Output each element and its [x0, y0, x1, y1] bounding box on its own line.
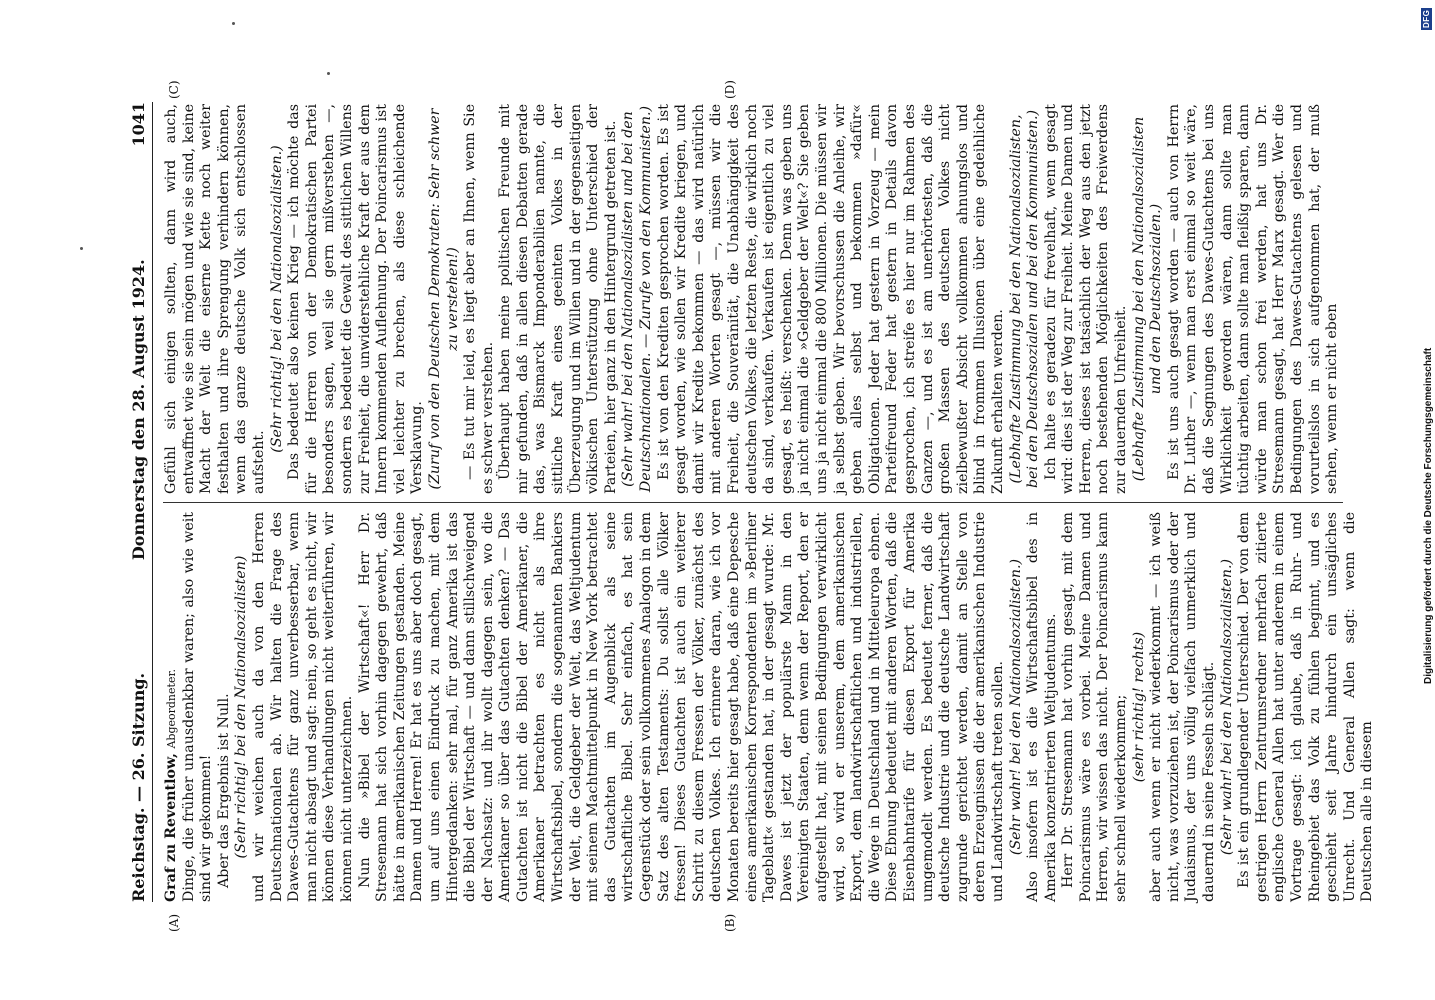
paragraph: Dinge, die früher unausdenkbar waren; also wie weit sind wir gekommen!	[180, 512, 215, 902]
scan-speck	[327, 72, 330, 75]
paragraph: Nun die »Bibel der Wirtschaft«! Herr Dr. Stresemann hat sich vorhin dagegen gewehrt, daß hätte in amerikanischen Zeitungen gestanden. Meine Damen und Herren! Er hat es uns aber doch gesagt, um auf uns einen Eindruck zu machen, mit dem Hintergedanken: sehr mal, für ganz Amerika ist das die Bibel der Wirtschaft — und dann stillschweigend der Nachsatz: und ihr wollt dagegen sein, wo die Amerikaner so über das Gutachten denken? — Das Gutachten ist nicht die Bibel der Amerikaner, die Amerikaner betrachten es nicht als ihre Wirtschaftsbibel, sondern die sogenannten Bankiers der Welt, die Geldgeber der Welt, das Weltjudentum mit seinem Machtmittelpunkt in New York betrachtet das Gutachten im Augenblick als seine wirtschaftliche Bibel. Sehr einfach, es hat sein Gegenstück oder sein vollkommenes Analogon in dem Satz des alten Testaments: Du sollst alle Völker fressen! Dieses Gutachten ist auch ein weiterer Schritt zu diesem Fressen der Völker, zunächst des deutschen Volkes. Ich erinnere daran, wie ich vor Monaten bereits hier gesagt habe, daß eine Depesche eines amerikanischen Korrespondenten im »Berliner Tageblatt« gestanden hat, in der gesagt wurde: Mr. Dawes ist jetzt der populärste Mann in den Vereinigten Staaten, denn wenn der Report, den er aufgestellt hat, mit seinen Bedingungen verwirklicht wird, so wird er unserem, dem amerikanischen Export, dem landwirtschaftlichen und industriellen, die Wege in Deutschland und in Mitteleuropa ebnen. Diese Ebnung bedeutet mit anderen Worten, daß die Eisenbahntarife für diesen Export für Amerika umgemodelt werden. Es bedeutet ferner, daß die deutsche Industrie und die deutsche Landwirtschaft zugrunde gerichtet werden, damit an Stelle von deren Erzeugnissen die der amerikanischen Industrie und Landwirtschaft treten sollen.	[356, 512, 1006, 902]
paragraph: Also insofern ist es die Wirtschaftsbibel des in Amerika konzentrierten Weltjudentums.	[1025, 512, 1059, 902]
margin-mark-d: (D)	[723, 80, 737, 99]
interjection: (sehr richtig! rechts)	[1130, 631, 1147, 783]
scan-speck	[232, 22, 235, 25]
margin-mark-c: (C)	[167, 80, 181, 99]
interjection: (Sehr richtig! bei den Nationalsozialisten)	[233, 555, 250, 859]
interjection: (Lebhafte Zustimmung bei den Nationalsozialisten und den Deutschsozialen.)	[1130, 116, 1165, 482]
paragraph: Ich halte es geradezu für frevelhaft, wenn gesagt wird: dies ist der Weg zur Freiheit. Meine Damen und Herren, dieses ist tatsächlich der Weg aus den jetzt noch bestehenden Möglichkeiten des Freiwerdens zur dauernden Unfreiheit.	[1042, 104, 1130, 494]
running-head	[123, 102, 153, 902]
paragraph: aber auch wenn er nicht wiederkommt — ich weiß nicht, was vorzuziehen ist, der Poincarismus oder der Judaismus, der uns völlig vielfach unmerklich und dauernd in seine Fesseln schlägt.	[1148, 512, 1218, 902]
speaker-line	[163, 512, 181, 902]
paragraph: Es ist uns auch gesagt worden — auch von Herrn Dr. Luther —, wenn man erst einmal so weit wäre, daß die Segnungen des Dawes-Gutachtens bei uns Wirklichkeit geworden wären, dann sollte man tüchtig arbeiten, dann sollte man fleißig sparen, dann würde man schon frei werden, hat uns Dr. Stresemann gesagt, hat Herr Marx gesagt. Wer die Bedingungen des Dawes-Gutachtens gelesen und vorurteilslos in sich aufgenommen hat, der muß sehen, wenn er nicht eben	[1165, 104, 1341, 494]
paragraph: Überhaupt haben meine politischen Freunde mit mir gefunden, daß in allen diesen Debatten gerade das, was Bismarck Imponderabilien nannte, die sittliche Kraft eines geeinten Volkes in der Überzeugung und im Willen und in der gegenseitigen völkischen Unterstützung ohne Unterschied der Parteien, hier ganz in den Hintergrund getreten ist.	[497, 104, 619, 494]
speaker-name: Graf zu Reventlow,	[163, 753, 179, 902]
interjection: (Lebhafte Zustimmung bei den Nationalsozialisten, bei den Deutschsozialen und bei den Kommunisten.)	[1007, 109, 1042, 489]
session-title: Reichstag. — 26. Sitzung.	[129, 672, 148, 902]
paragraph: — Es tut mir leid, es liegt aber an Ihnen, wenn Sie es schwer verstehen.	[462, 104, 496, 494]
interjection: (Sehr wahr! bei den Nationalsozialisten und bei den Deutschnationalen. — Zurufe von den Kommunisten.)	[620, 105, 655, 493]
paragraph: Es ist von den Krediten gesprochen worden. Es ist gesagt worden, wie sollen wir Kredite kriegen, und damit wir Kredite bekommen — das wird natürlich mit anderen Worten gesagt —, müssen wir die Freiheit, die Souveränität, die Unabhängigkeit des deutschen Volkes, die letzten Reste, die wirklich noch da sind, verkaufen. Verkaufen ist eigentlich zu viel gesagt, es heißt: verschenken. Denn was geben uns ja nicht einmal die »Geldgeber der Welt«? Sie geben uns ja nicht einmal die 800 Millionen. Die müssen wir ja selbst geben. Wir bevorschussen die Anleihe, wir geben alles selbst und bekommen »dafür« Obligationen. Jeder hat gestern in Vorzeug — mein Parteifreund Feder hat gestern in Details davon gesprochen, ich streife es hier nur im Rahmen des Ganzen —, und es ist am unerhörtesten, daß die großen Massen des deutschen Volkes nicht zielbewußter Absicht vollkommen ahnungslos und blind in frommen Illusionen über eine gedeihliche Zukunft erhalten werden.	[655, 104, 1006, 494]
digitization-credit: Digitalisierung gefördert durch die Deutsche Forschungsgemeinschaft	[1423, 347, 1434, 685]
paragraph: Herr Dr. Stresemann hat vorhin gesagt, mit dem Poincarismus wäre es vorbei. Meine Damen und Herren, wir wissen das nicht. Der Poincarismus kann sehr schnell wiederkommen;	[1060, 512, 1130, 902]
speaker-role: Abgeordneter.	[165, 669, 178, 749]
paragraph: Es ist ein grundlegender Unterschied. Der von dem gestrigen Herrn Zentrumsredner mehrfach zitierte englische General Allen hat unter anderem in einem Vortrage gesagt: ich glaube, daß in Ruhr- und Rheingebiet das Volk zu fühlen beginnt, und es geschieht seit Jahre hindurch ein unsägliches Unrecht. Und General Allen sagt: wenn die Deutschen alle in diesem	[1236, 512, 1376, 902]
paragraph: Aber das Ergebnis ist Null.	[215, 693, 232, 888]
protocol-page	[123, 80, 1376, 932]
left-column	[163, 512, 1376, 902]
column-divider	[163, 502, 1343, 503]
paragraph: und wir weichen auch da von den Herren Deutschnationalen ab. Wir halten die Frage des Dawes-Gutachtens für ganz unverbesserbar, wenn man nicht absagt und sagt: nein, so geht es nicht, wir können diese Verhandlungen nicht weiterführen, wir können nicht unterzeichnen.	[250, 512, 355, 902]
margin-mark-b: (B)	[723, 913, 737, 932]
paragraph: Gefühl sich einigen sollten, dann wird auch, entwaffnet wie sie sein mögen und wie sie sind, keine Macht der Welt die eiserne Kette noch weiter festhalten und ihre Sprengung verhindern können, wenn das ganze deutsche Volk sich entschlossen aufsteht.	[163, 104, 267, 494]
interjection: (Sehr wahr! bei den Nationalsozialisten.)	[1218, 558, 1235, 856]
interjection: (Sehr richtig! bei den Nationalsozialisten.)	[268, 145, 285, 453]
right-column	[163, 104, 1343, 494]
scan-speck	[80, 247, 83, 250]
interjection: (Zuruf von den Deutschen Demokraten: Sehr schwer zu verstehen!)	[426, 108, 461, 490]
paragraph: Das bedeutet also keinen Krieg — ich möchte das für die Herren von der Demokratischen Partei besonders sagen, weil sie gern mißverstehen —, sondern es bedeutet die Gewalt des sittlichen Willens zur Freiheit, die unwiderstehliche Kraft der aus dem Innern kommenden Auflehnung. Der Poincarismus ist viel leichter zu brechen, als diese schleichende Versklavung.	[286, 104, 426, 494]
dfg-logo: DFG	[1422, 9, 1431, 29]
page-number: 1041	[129, 102, 148, 147]
margin-mark-a: (A)	[167, 913, 181, 932]
interjection: (Sehr wahr! bei den Nationalsozialisten.)	[1007, 558, 1024, 856]
session-date: Donnerstag den 28. August 1924.	[129, 259, 148, 561]
